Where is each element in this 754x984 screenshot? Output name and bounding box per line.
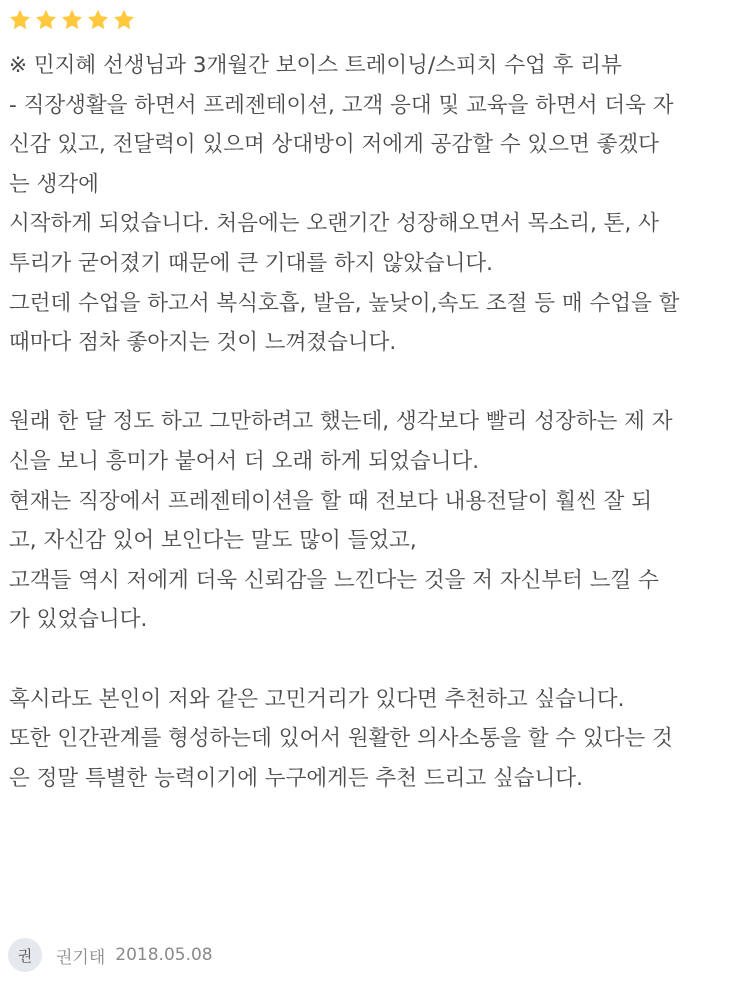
review-line: 고객들 역시 저에게 더욱 신뢰감을 느낀다는 것을 저 자신부터 느낄 수 xyxy=(9,567,659,593)
review-line: 고, 자신감 있어 보인다는 말도 많이 들었고, xyxy=(9,528,417,554)
review-line: 신감 있고, 전달력이 있으며 상대방이 저에게 공감할 수 있으면 좋겠다 xyxy=(9,132,659,158)
review-line: 투리가 굳어졌기 때문에 큰 기대를 하지 않았습니다. xyxy=(9,250,493,276)
review-line: 때마다 점차 좋아지는 것이 느껴졌습니다. xyxy=(9,330,397,356)
paragraph-gap xyxy=(9,363,749,403)
review-line: 그런데 수업을 하고서 복식호흡, 발음, 높낮이,속도 조절 등 매 수업을 할 xyxy=(9,290,680,316)
star-icon xyxy=(34,8,58,32)
review-date: 2018.05.08 xyxy=(115,945,213,965)
star-icon xyxy=(60,8,84,32)
review-author xyxy=(8,938,213,972)
author-name: 권기태 xyxy=(56,947,106,968)
paragraph-gap xyxy=(9,640,749,680)
review-line: ※ 민지혜 선생님과 3개월간 보이스 트레이닝/스피치 수업 후 리뷰 xyxy=(9,53,622,78)
review-line: 또한 인간관계를 형성하는데 있어서 원활한 의사소통을 할 수 있다는 것 xyxy=(9,726,673,752)
review-line: 은 정말 특별한 능력이기에 누구에게든 추천 드리고 싶습니다. xyxy=(9,765,583,791)
review-text xyxy=(9,46,749,798)
review-line: 는 생각에 xyxy=(9,171,99,197)
review-line: 혹시라도 본인이 저와 같은 고민거리가 있다면 추천하고 싶습니다. xyxy=(9,686,625,712)
review-line: 시작하게 되었습니다. 처음에는 오랜기간 성장해오면서 목소리, 톤, 사 xyxy=(9,211,659,237)
rating-stars xyxy=(8,8,136,34)
review-line: 원래 한 달 정도 하고 그만하려고 했는데, 생각보다 빨리 성장하는 제 자 xyxy=(9,409,673,435)
star-icon xyxy=(86,8,110,32)
review-line: 현재는 직장에서 프레젠테이션을 할 때 전보다 내용전달이 훨씬 잘 되 xyxy=(9,488,653,514)
star-icon xyxy=(112,8,136,32)
review-line: 가 있었습니다. xyxy=(9,607,148,633)
star-icon xyxy=(8,8,32,32)
review-line: - 직장생활을 하면서 프레젠테이션, 고객 응대 및 교육을 하면서 더욱 자 xyxy=(9,92,674,118)
review-line: 신을 보니 흥미가 붙어서 더 오래 하게 되었습니다. xyxy=(9,448,480,474)
avatar: 권 xyxy=(8,938,42,972)
